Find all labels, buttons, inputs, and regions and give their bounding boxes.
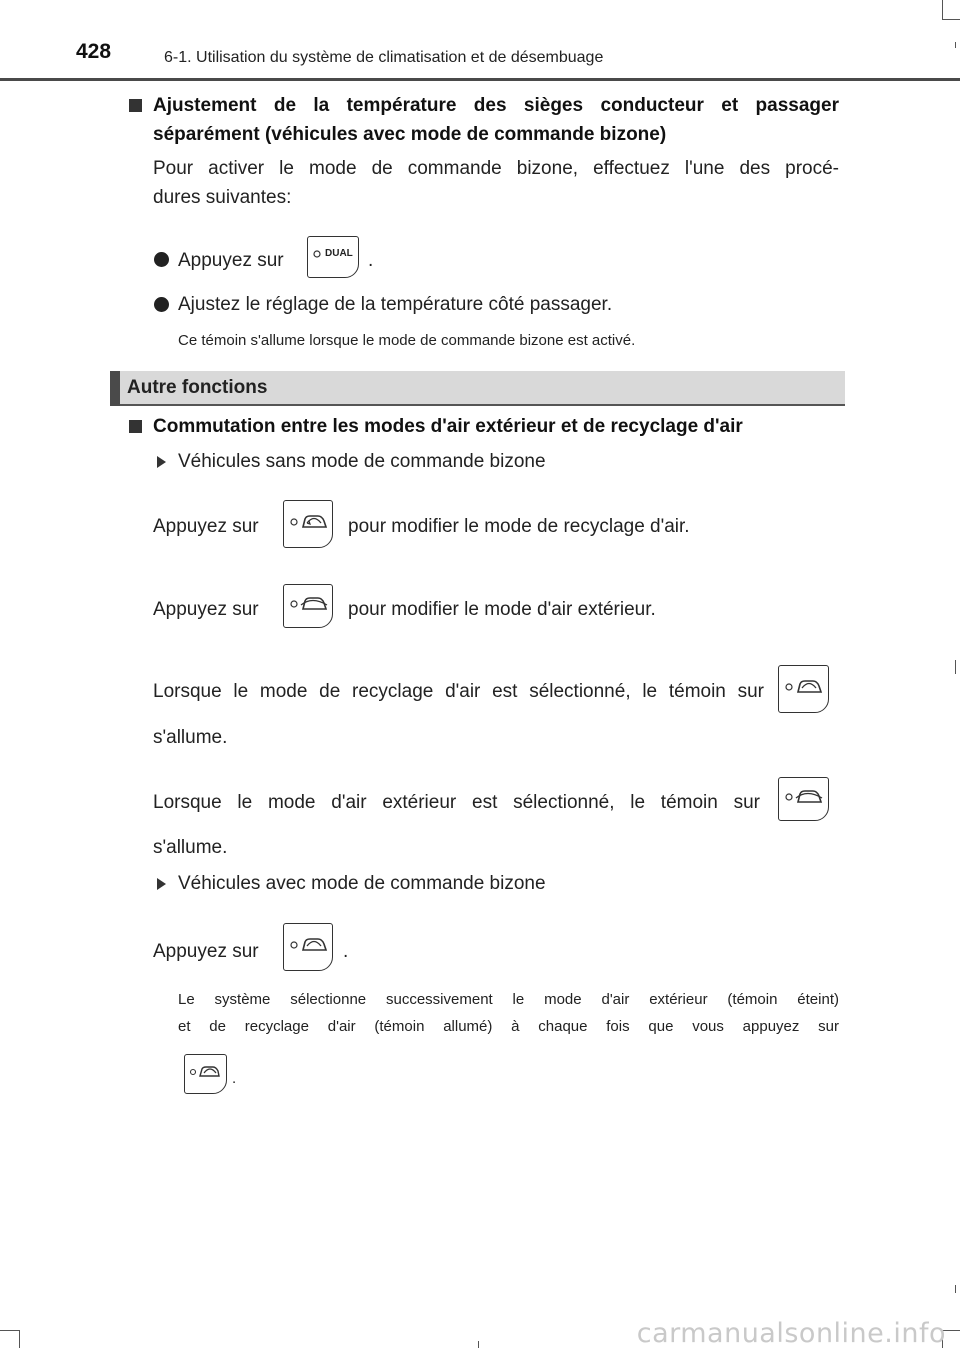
section-bar — [110, 371, 845, 406]
press-text: Appuyez sur — [153, 599, 259, 620]
crop-mark — [955, 1285, 956, 1293]
recirc-button — [283, 500, 333, 548]
air-mode-car-icon — [185, 1055, 226, 1093]
crop-mark — [955, 42, 956, 48]
recirc-text: pour modifier le mode de recyclage d'air. — [348, 516, 690, 537]
recirc-car-icon — [779, 666, 828, 712]
crop-mark — [478, 1341, 479, 1348]
outside-air-car-icon — [284, 585, 332, 627]
bullet-icon — [154, 252, 169, 267]
chapter-header: 6-1. Utilisation du système de climatisation et de désembuage — [164, 49, 604, 66]
heading-square-icon — [129, 99, 142, 112]
heading-square-icon — [129, 420, 142, 433]
lights-text: s'allume. — [153, 837, 228, 858]
section-bar-accent — [110, 371, 120, 406]
dual-intro-line2: dures suivantes: — [153, 187, 292, 208]
outside-text: pour modifier le mode d'air extérieur. — [348, 599, 656, 620]
outside-indicator-button — [778, 777, 829, 821]
dual-note: Ce témoin s'allume lorsque le mode de commande bizone est activé. — [178, 332, 636, 349]
triangle-bullet-icon — [157, 456, 166, 468]
dual-button-label: DUAL — [325, 248, 353, 259]
header-rule — [0, 78, 960, 81]
crop-mark — [942, 0, 943, 20]
note-line1: Le système sélectionne successivement le mode d'air extérieur (témoin éteint) — [178, 991, 839, 1008]
dual-button — [307, 236, 359, 278]
crop-mark — [942, 19, 960, 20]
note-end: . — [232, 1070, 237, 1087]
sub1-label: Véhicules sans mode de commande bizone — [178, 451, 546, 472]
recirc-indicator-button — [778, 665, 829, 713]
dual-intro-line1: Pour activer le mode de commande bizone, effectuez l'une des procé- — [153, 158, 839, 179]
watermark: carmanualsonline.info — [636, 1318, 946, 1349]
section-title: Autre fonctions — [127, 377, 268, 398]
page-number: 428 — [76, 40, 112, 63]
outside-air-button — [283, 584, 333, 628]
recirc-lit-line: Lorsque le mode de recyclage d'air est sélectionné, le témoin sur — [153, 681, 764, 702]
bullet1-text: Appuyez sur — [178, 250, 284, 271]
triangle-bullet-icon — [157, 878, 166, 890]
sub2-label: Véhicules avec mode de commande bizone — [178, 873, 546, 894]
crop-mark — [955, 660, 956, 674]
lights-text: s'allume. — [153, 727, 228, 748]
dual-heading-line2: séparément (véhicules avec mode de commande bizone) — [153, 124, 667, 145]
press-text: Appuyez sur — [153, 941, 259, 962]
air-mode-button-small — [184, 1054, 227, 1094]
autre-heading: Commutation entre les modes d'air extérieur et de recyclage d'air — [153, 416, 743, 437]
outside-lit-line: Lorsque le mode d'air extérieur est sélectionné, le témoin sur — [153, 792, 760, 813]
period-text: . — [343, 941, 349, 962]
bullet-icon — [154, 297, 169, 312]
bullet1-end: . — [368, 250, 374, 271]
crop-mark — [0, 1330, 20, 1331]
air-mode-button — [283, 923, 333, 971]
air-mode-car-icon — [284, 924, 332, 970]
outside-air-car-icon — [779, 778, 828, 820]
bullet2-text: Ajustez le réglage de la température côté passager. — [178, 294, 613, 315]
dual-heading-line1: Ajustement de la température des sièges conducteur et passager — [153, 95, 839, 116]
press-text: Appuyez sur — [153, 516, 259, 537]
note-line2: et de recyclage d'air (témoin allumé) à chaque fois que vous appuyez sur — [178, 1018, 839, 1035]
recirc-car-icon — [284, 501, 332, 547]
crop-mark — [19, 1330, 20, 1348]
